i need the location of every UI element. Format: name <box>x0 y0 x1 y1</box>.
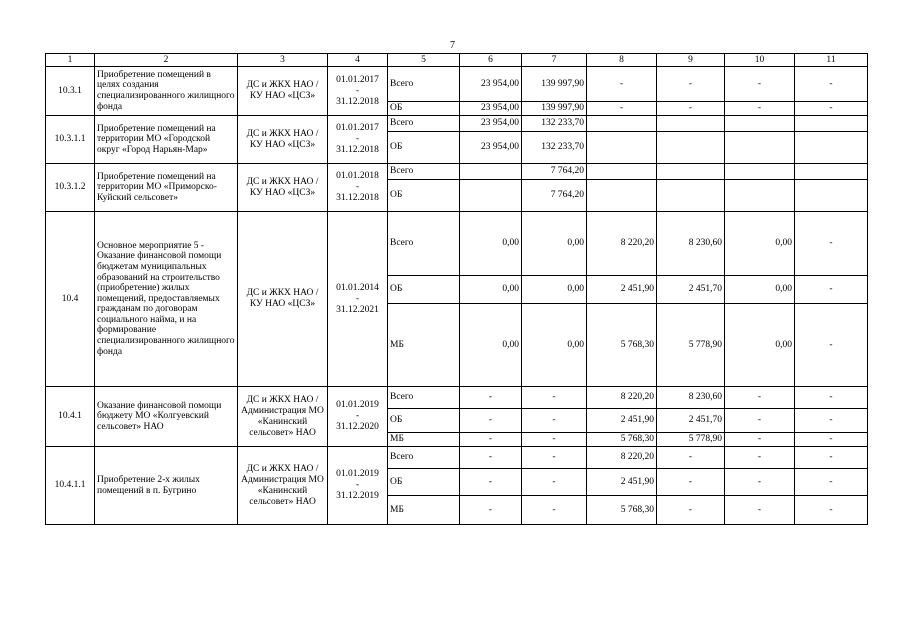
value-cell: - <box>795 212 868 276</box>
row-period <box>328 387 388 447</box>
value-cell <box>795 116 868 132</box>
value-cell <box>460 164 522 180</box>
value-cell: - <box>795 276 868 304</box>
row-description: Приобретение 2-х жилых помещений в п. Бугрино <box>95 447 238 525</box>
col-header: 7 <box>522 54 587 67</box>
table-row <box>46 116 868 132</box>
row-executor: ДС и ЖКХ НАО / КУ НАО «ЦСЗ» <box>238 212 328 387</box>
date-start: 01.01.2018 <box>336 171 379 181</box>
value-cell: - <box>522 433 587 447</box>
value-cell: - <box>657 447 725 469</box>
page-number: 7 <box>450 40 455 51</box>
value-cell: - <box>795 409 868 433</box>
row-executor: ДС и ЖКХ НАО / КУ НАО «ЦСЗ» <box>238 67 328 116</box>
value-cell <box>725 132 795 164</box>
value-cell <box>587 116 657 132</box>
table-row <box>46 212 868 276</box>
col-header: 4 <box>328 54 388 67</box>
value-cell: - <box>587 102 657 116</box>
value-cell: 8 220,20 <box>587 212 657 276</box>
row-description: Приобретение помещений на территории МО «Городской округ «Город Нарьян-Мар» <box>95 116 238 164</box>
value-cell: 5 768,30 <box>587 496 657 525</box>
row-period <box>328 447 388 525</box>
value-cell: 7 764,20 <box>522 180 587 212</box>
value-cell <box>657 164 725 180</box>
date-separator: - <box>355 411 360 421</box>
value-cell: 23 954,00 <box>460 132 522 164</box>
value-cell: - <box>460 469 522 496</box>
date-start: 01.01.2019 <box>336 400 379 410</box>
value-cell: - <box>522 409 587 433</box>
date-separator: - <box>355 85 360 96</box>
row-period <box>328 116 388 164</box>
row-description: Приобретение помещений на территории МО «Приморско-Куйский сельсовет» <box>95 164 238 212</box>
row-period <box>328 67 388 116</box>
value-cell: 23 954,00 <box>460 116 522 132</box>
value-cell: - <box>725 496 795 525</box>
value-cell: 2 451,90 <box>587 409 657 433</box>
row-executor: ДС и ЖКХ НАО / КУ НАО «ЦСЗ» <box>238 116 328 164</box>
value-cell: - <box>795 102 868 116</box>
row-description: Оказание финансовой помощи бюджету МО «Колгуевский сельсовет» НАО <box>95 387 238 447</box>
value-cell <box>795 180 868 212</box>
date-end: 31.12.2018 <box>336 96 379 107</box>
row-code: 10.3.1.1 <box>46 116 95 164</box>
source-label: Всего <box>388 387 460 409</box>
value-cell: - <box>795 469 868 496</box>
value-cell: 8 220,20 <box>587 447 657 469</box>
value-cell: - <box>522 469 587 496</box>
value-cell: - <box>725 102 795 116</box>
value-cell: 0,00 <box>460 276 522 304</box>
value-cell: 132 233,70 <box>522 116 587 132</box>
date-separator: - <box>355 480 360 490</box>
date-end: 31.12.2018 <box>336 193 379 203</box>
value-cell <box>795 132 868 164</box>
value-cell <box>657 132 725 164</box>
date-start: 01.01.2014 <box>336 282 379 293</box>
value-cell: 0,00 <box>460 212 522 276</box>
date-start: 01.01.2019 <box>336 469 379 479</box>
value-cell <box>725 180 795 212</box>
value-cell: - <box>795 67 868 102</box>
value-cell: - <box>460 447 522 469</box>
value-cell: - <box>460 496 522 525</box>
source-label: ОБ <box>388 409 460 433</box>
value-cell: - <box>657 469 725 496</box>
date-end: 31.12.2019 <box>336 491 379 501</box>
value-cell: 8 230,60 <box>657 212 725 276</box>
col-header: 8 <box>587 54 657 67</box>
value-cell <box>657 180 725 212</box>
col-header: 6 <box>460 54 522 67</box>
value-cell: 2 451,70 <box>657 409 725 433</box>
value-cell: 5 778,90 <box>657 433 725 447</box>
row-code: 10.4.1.1 <box>46 447 95 525</box>
value-cell: 23 954,00 <box>460 102 522 116</box>
value-cell: - <box>460 409 522 433</box>
source-label: МБ <box>388 433 460 447</box>
value-cell: - <box>725 433 795 447</box>
source-label: МБ <box>388 304 460 387</box>
source-label: ОБ <box>388 469 460 496</box>
value-cell <box>587 164 657 180</box>
col-header: 9 <box>657 54 725 67</box>
value-cell: - <box>587 67 657 102</box>
value-cell: 8 220,20 <box>587 387 657 409</box>
row-code: 10.3.1 <box>46 67 95 116</box>
value-cell: 8 230,60 <box>657 387 725 409</box>
source-label: ОБ <box>388 180 460 212</box>
row-period <box>328 212 388 387</box>
table-row <box>46 67 868 102</box>
source-label: ОБ <box>388 102 460 116</box>
row-description: Основное мероприятие 5 - Оказание финансовой помощи бюджетам муниципальных образований на строительство (приобретение) жилых помещений, предоставляемых гражданам по договорам социального найма, и на формирование специализированного жилищного фонда <box>95 212 238 387</box>
row-executor: ДС и ЖКХ НАО / КУ НАО «ЦСЗ» <box>238 164 328 212</box>
table-row <box>46 164 868 180</box>
program-table <box>45 53 868 525</box>
value-cell: 132 233,70 <box>522 132 587 164</box>
value-cell: - <box>795 433 868 447</box>
value-cell <box>587 132 657 164</box>
source-label: Всего <box>388 447 460 469</box>
date-end: 31.12.2021 <box>336 304 379 315</box>
row-executor: ДС и ЖКХ НАО / Администрация МО «Канинский сельсовет» НАО <box>238 387 328 447</box>
value-cell: - <box>657 496 725 525</box>
value-cell: 5 778,90 <box>657 304 725 387</box>
value-cell: - <box>725 469 795 496</box>
value-cell: 0,00 <box>460 304 522 387</box>
row-executor: ДС и ЖКХ НАО / Администрация МО «Канинский сельсовет» НАО <box>238 447 328 525</box>
date-separator: - <box>355 134 360 144</box>
value-cell: 2 451,70 <box>657 276 725 304</box>
col-header: 3 <box>238 54 328 67</box>
source-label: Всего <box>388 212 460 276</box>
col-header: 10 <box>725 54 795 67</box>
col-header: 1 <box>46 54 95 67</box>
value-cell: 2 451,90 <box>587 469 657 496</box>
value-cell: - <box>795 447 868 469</box>
source-label: МБ <box>388 496 460 525</box>
value-cell: - <box>522 447 587 469</box>
source-label: ОБ <box>388 132 460 164</box>
source-label: Всего <box>388 164 460 180</box>
date-end: 31.12.2020 <box>336 422 379 432</box>
date-end: 31.12.2018 <box>336 145 379 155</box>
row-description: Приобретение помещений в целях создания специализированного жилищного фонда <box>95 67 238 116</box>
value-cell: 2 451,90 <box>587 276 657 304</box>
value-cell: - <box>657 102 725 116</box>
value-cell: 139 997,90 <box>522 67 587 102</box>
date-start: 01.01.2017 <box>336 123 379 133</box>
value-cell: 7 764,20 <box>522 164 587 180</box>
date-separator: - <box>355 182 360 192</box>
source-label: ОБ <box>388 276 460 304</box>
value-cell: - <box>725 67 795 102</box>
value-cell <box>795 164 868 180</box>
source-label: Всего <box>388 116 460 132</box>
value-cell: 0,00 <box>522 304 587 387</box>
value-cell: - <box>795 496 868 525</box>
row-period <box>328 164 388 212</box>
value-cell: - <box>460 387 522 409</box>
value-cell: 5 768,30 <box>587 304 657 387</box>
value-cell: 0,00 <box>725 276 795 304</box>
value-cell <box>725 116 795 132</box>
date-separator: - <box>355 293 360 304</box>
value-cell <box>725 164 795 180</box>
value-cell: 23 954,00 <box>460 67 522 102</box>
table-row <box>46 387 868 409</box>
row-code: 10.4 <box>46 212 95 387</box>
row-code: 10.4.1 <box>46 387 95 447</box>
value-cell: - <box>795 304 868 387</box>
value-cell: 0,00 <box>725 212 795 276</box>
header-row <box>46 54 868 67</box>
value-cell: - <box>657 67 725 102</box>
value-cell <box>657 116 725 132</box>
value-cell: - <box>725 409 795 433</box>
table-row <box>46 447 868 469</box>
row-code: 10.3.1.2 <box>46 164 95 212</box>
value-cell: - <box>725 447 795 469</box>
value-cell: - <box>725 387 795 409</box>
value-cell: 0,00 <box>522 212 587 276</box>
value-cell: 0,00 <box>725 304 795 387</box>
value-cell: - <box>522 496 587 525</box>
value-cell: 0,00 <box>522 276 587 304</box>
col-header: 5 <box>388 54 460 67</box>
value-cell: 139 997,90 <box>522 102 587 116</box>
value-cell: - <box>795 387 868 409</box>
source-label: Всего <box>388 67 460 102</box>
value-cell: - <box>460 433 522 447</box>
date-start: 01.01.2017 <box>336 74 379 85</box>
col-header: 2 <box>95 54 238 67</box>
value-cell: 5 768,30 <box>587 433 657 447</box>
value-cell: - <box>522 387 587 409</box>
value-cell <box>460 180 522 212</box>
value-cell <box>587 180 657 212</box>
col-header: 11 <box>795 54 868 67</box>
